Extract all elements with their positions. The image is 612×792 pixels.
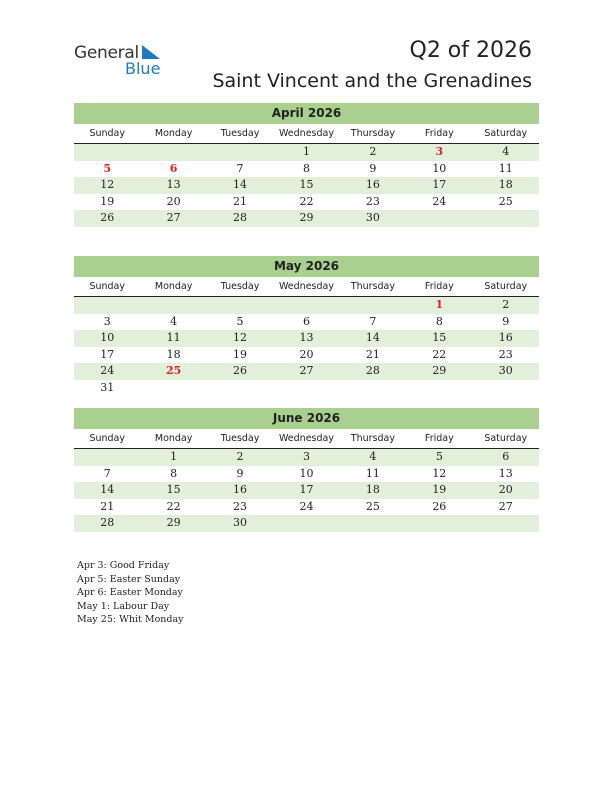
day-cell: 3: [103, 314, 111, 328]
empty-day-cell: [340, 297, 406, 314]
day-cell: 1: [435, 298, 444, 311]
day-cell: 21: [100, 499, 115, 513]
day-cell: 22: [166, 499, 181, 513]
month-calendar-april: [74, 103, 539, 227]
week-row: [74, 347, 539, 364]
day-cell: 8: [170, 466, 178, 480]
logo-general-text: General: [74, 43, 139, 63]
day-cell: 3: [435, 145, 444, 158]
day-cell: 14: [100, 483, 115, 496]
day-cell: 1: [170, 450, 178, 463]
day-cell: 28: [233, 211, 248, 224]
day-cell: 14: [365, 331, 380, 344]
day-cell: 31: [100, 380, 115, 394]
logo: [74, 43, 174, 79]
day-cell: 23: [498, 347, 513, 361]
weekday-label: Friday: [424, 433, 454, 444]
day-cell: 21: [233, 194, 248, 208]
month-calendar-june: [74, 408, 539, 532]
empty-day-cell: [207, 297, 273, 314]
day-cell: 20: [166, 194, 181, 208]
weekday-label: Thursday: [350, 433, 395, 444]
weekday-label: Wednesday: [278, 281, 334, 292]
day-cell: 27: [498, 499, 513, 513]
weekday-label: Saturday: [484, 128, 528, 139]
weekday-label: Thursday: [350, 128, 395, 139]
empty-day-cell: [140, 297, 206, 314]
day-cell: 5: [103, 161, 112, 175]
day-cell: 16: [233, 483, 248, 496]
weekday-label: Sunday: [89, 128, 125, 139]
day-cell: 25: [498, 194, 513, 208]
day-cell: 21: [365, 347, 380, 361]
day-cell: 4: [502, 145, 510, 158]
week-row: [74, 330, 539, 347]
day-cell: 2: [369, 145, 377, 158]
day-cell: 11: [166, 331, 181, 344]
day-cell: 9: [502, 314, 510, 328]
week-row: [74, 482, 539, 499]
month-title: April 2026: [74, 103, 539, 124]
day-cell: 7: [369, 314, 377, 328]
logo-triangle-icon: [140, 44, 162, 60]
day-cell: 17: [432, 178, 447, 191]
week-row: [74, 466, 539, 483]
week-row: [74, 314, 539, 331]
empty-day-cell: [473, 210, 539, 227]
day-cell: 10: [100, 331, 115, 344]
day-cell: 11: [498, 161, 513, 175]
weekday-header-row: [74, 429, 539, 449]
empty-day-cell: [273, 380, 339, 397]
day-cell: 24: [100, 364, 115, 377]
week-row: [74, 194, 539, 211]
day-cell: 6: [302, 314, 310, 328]
empty-day-cell: [340, 515, 406, 532]
day-cell: 28: [365, 364, 380, 377]
empty-day-cell: [74, 297, 140, 314]
week-row: [74, 363, 539, 380]
weekday-label: Monday: [154, 128, 193, 139]
weekday-label: Saturday: [484, 433, 528, 444]
country-subtitle: Saint Vincent and the Grenadines: [212, 70, 532, 92]
day-cell: 12: [432, 466, 447, 480]
empty-day-cell: [140, 144, 206, 161]
day-cell: 24: [299, 499, 314, 513]
month-title: June 2026: [74, 408, 539, 429]
weekday-label: Monday: [154, 433, 193, 444]
day-cell: 4: [369, 450, 377, 463]
day-cell: 16: [365, 178, 380, 191]
holiday-note: May 25: Whit Monday: [77, 614, 184, 625]
weekday-label: Wednesday: [278, 128, 334, 139]
day-cell: 26: [432, 499, 447, 513]
day-cell: 18: [166, 347, 181, 361]
day-cell: 13: [166, 178, 181, 191]
day-cell: 16: [498, 331, 513, 344]
week-row: [74, 144, 539, 161]
day-cell: 28: [100, 516, 115, 529]
day-cell: 8: [435, 314, 443, 328]
day-cell: 7: [103, 466, 111, 480]
weekday-label: Tuesday: [220, 281, 260, 292]
day-cell: 12: [100, 178, 115, 191]
day-cell: 26: [100, 211, 115, 224]
week-row: [74, 380, 539, 397]
day-cell: 30: [365, 211, 380, 224]
day-cell: 25: [165, 364, 182, 377]
empty-day-cell: [140, 380, 206, 397]
holiday-note: Apr 6: Easter Monday: [77, 587, 183, 598]
day-cell: 19: [233, 347, 248, 361]
holiday-note: May 1: Labour Day: [77, 600, 170, 612]
month-title: May 2026: [74, 256, 539, 277]
weekday-label: Sunday: [89, 281, 125, 292]
day-cell: 22: [432, 347, 447, 361]
day-cell: 15: [432, 331, 447, 344]
empty-day-cell: [406, 210, 472, 227]
day-cell: 9: [236, 466, 244, 480]
day-cell: 17: [100, 347, 115, 361]
day-cell: 23: [233, 499, 248, 513]
weekday-header-row: [74, 124, 539, 144]
day-cell: 6: [169, 161, 178, 175]
day-cell: 24: [432, 194, 447, 208]
day-cell: 4: [170, 314, 178, 328]
week-row: [74, 210, 539, 227]
weekday-header-row: [74, 277, 539, 297]
week-row: [74, 515, 539, 532]
day-cell: 11: [365, 466, 380, 480]
weekday-label: Monday: [154, 281, 193, 292]
empty-day-cell: [406, 380, 472, 397]
day-cell: 2: [236, 450, 244, 463]
day-cell: 13: [299, 331, 314, 344]
day-cell: 7: [236, 161, 244, 175]
week-row: [74, 449, 539, 466]
page-title: Q2 of 2026: [409, 38, 532, 63]
day-cell: 30: [233, 516, 248, 529]
holiday-note: Apr 3: Good Friday: [77, 560, 170, 571]
empty-day-cell: [273, 515, 339, 532]
empty-day-cell: [340, 380, 406, 397]
week-row: [74, 499, 539, 516]
empty-day-cell: [74, 144, 140, 161]
day-cell: 22: [299, 194, 314, 208]
empty-day-cell: [406, 515, 472, 532]
day-cell: 1: [302, 145, 310, 158]
day-cell: 19: [100, 194, 115, 208]
day-cell: 3: [302, 450, 310, 463]
weekday-label: Friday: [424, 128, 454, 139]
day-cell: 10: [299, 466, 314, 480]
weekday-label: Tuesday: [220, 433, 260, 444]
week-row: [74, 161, 539, 178]
weekday-label: Saturday: [484, 281, 528, 292]
empty-day-cell: [273, 297, 339, 314]
day-cell: 26: [233, 364, 248, 377]
day-cell: 6: [502, 450, 510, 463]
day-cell: 29: [299, 211, 314, 224]
day-cell: 10: [432, 161, 447, 175]
day-cell: 18: [365, 483, 380, 496]
day-cell: 25: [365, 499, 380, 513]
day-cell: 15: [299, 178, 314, 191]
day-cell: 29: [432, 364, 447, 377]
day-cell: 20: [299, 347, 314, 361]
day-cell: 20: [498, 483, 513, 496]
day-cell: 29: [166, 516, 181, 529]
empty-day-cell: [207, 380, 273, 397]
day-cell: 17: [299, 483, 314, 496]
day-cell: 18: [498, 178, 513, 191]
day-cell: 27: [299, 364, 314, 377]
day-cell: 2: [502, 298, 510, 311]
day-cell: 5: [435, 450, 443, 463]
day-cell: 8: [302, 161, 310, 175]
holiday-notes: [77, 559, 184, 627]
holiday-note: Apr 5: Easter Sunday: [77, 573, 181, 585]
week-row: [74, 297, 539, 314]
day-cell: 12: [233, 331, 248, 344]
month-calendar-may: [74, 256, 539, 396]
empty-day-cell: [473, 515, 539, 532]
day-cell: 9: [369, 161, 377, 175]
weekday-label: Friday: [424, 281, 454, 292]
day-cell: 15: [166, 483, 181, 496]
logo-blue-text: Blue: [125, 59, 161, 78]
weekday-label: Sunday: [89, 433, 125, 444]
empty-day-cell: [207, 144, 273, 161]
weekday-label: Thursday: [350, 281, 395, 292]
week-row: [74, 177, 539, 194]
day-cell: 5: [236, 314, 244, 328]
empty-day-cell: [473, 380, 539, 397]
day-cell: 30: [498, 364, 513, 377]
day-cell: 13: [498, 466, 513, 480]
day-cell: 27: [166, 211, 181, 224]
day-cell: 14: [233, 178, 248, 191]
day-cell: 23: [365, 194, 380, 208]
empty-day-cell: [74, 449, 140, 466]
day-cell: 19: [432, 483, 447, 496]
weekday-label: Tuesday: [220, 128, 260, 139]
weekday-label: Wednesday: [278, 433, 334, 444]
